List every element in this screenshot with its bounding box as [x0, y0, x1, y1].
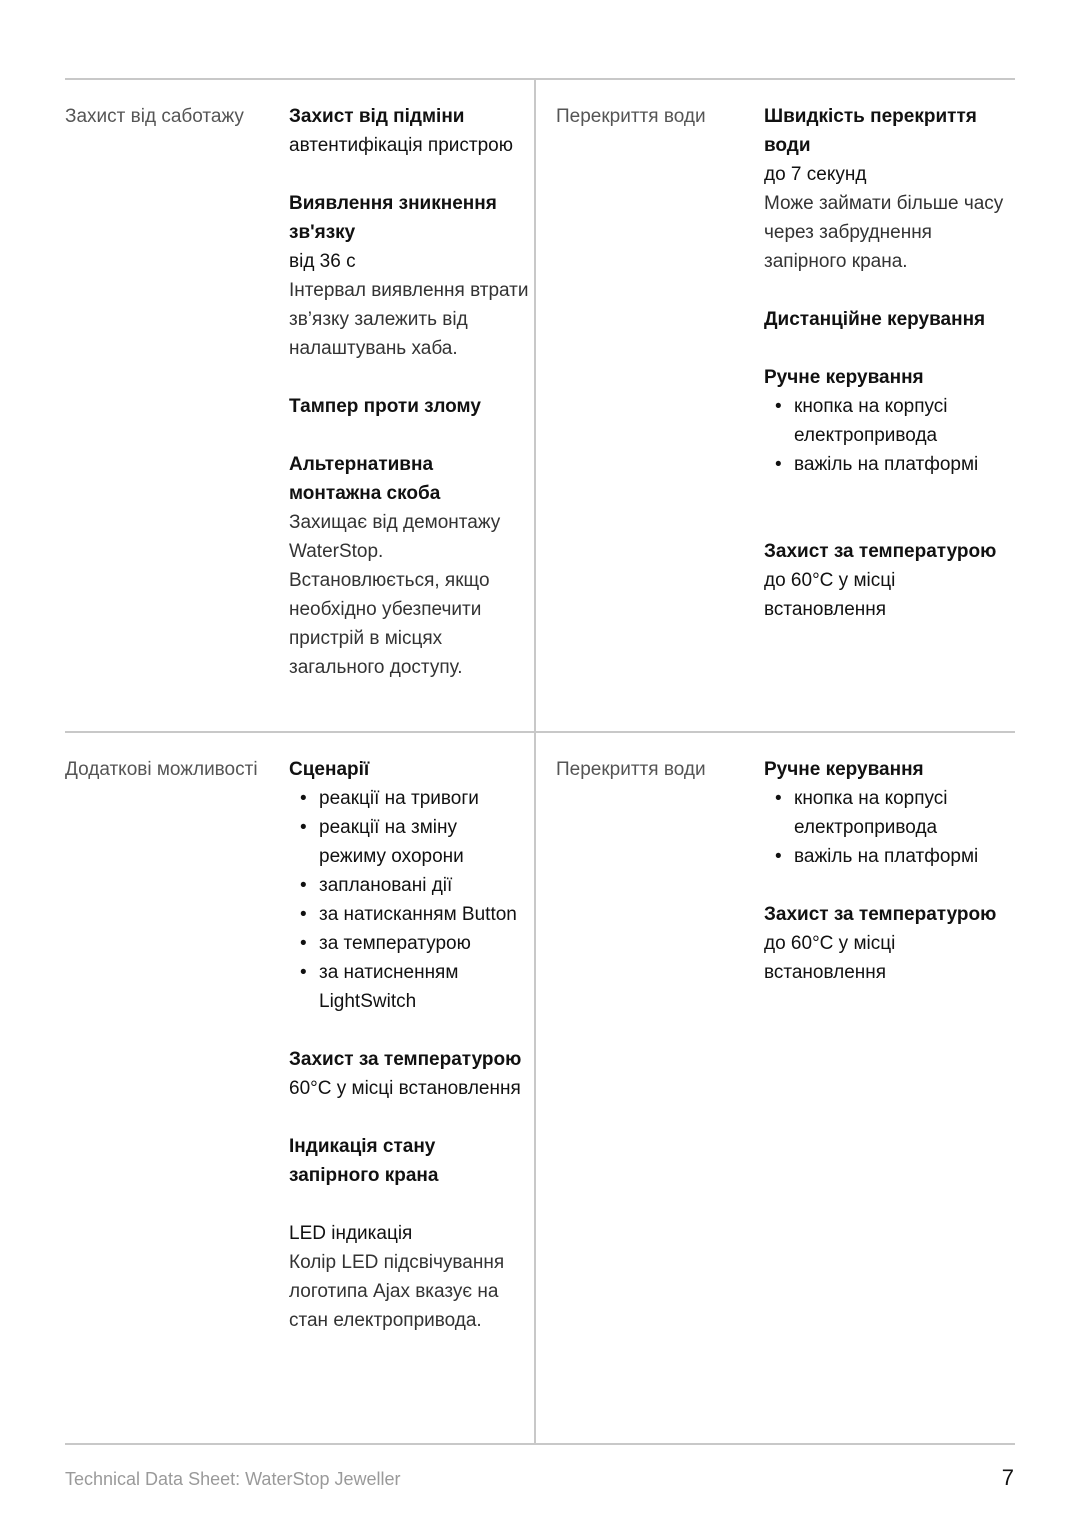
- row-specs: [289, 102, 529, 711]
- spec-title: Тампер проти злому: [289, 396, 481, 417]
- table-bottom-divider: [65, 1443, 1015, 1445]
- spec-description: Інтервал виявлення втрати зв’язку залежить від налаштувань хаба.: [289, 280, 529, 359]
- list-item: • кнопка на корпусі електропривода: [764, 392, 1015, 450]
- list-item: • реакції на зміну режиму охорони: [289, 813, 529, 871]
- spec-title: Альтернативна монтажна скоба: [289, 454, 441, 504]
- spec-shutoff-speed: [764, 102, 1015, 276]
- list-item: • кнопка на корпусі електропривода: [764, 784, 1015, 842]
- spec-title: Швидкість перекриття води: [764, 106, 977, 156]
- row-subcategory: Перекриття води: [556, 106, 706, 127]
- spec-title: Ручне керування: [764, 367, 924, 388]
- spec-connection-loss: [289, 189, 529, 363]
- spec-description: Колір LED підсвічування логотипа Ajax вказує на стан електропривода.: [289, 1252, 505, 1331]
- spec-value: 60°C у місці встановлення: [289, 1078, 521, 1099]
- row-category: Захист від саботажу: [65, 106, 244, 127]
- spec-value: LED індикація: [289, 1223, 413, 1244]
- spec-value: автентифікація пристрою: [289, 135, 513, 156]
- spec-scenarios: [289, 755, 529, 1016]
- spec-title: Захист від підміни: [289, 106, 465, 127]
- footer-doc-title: Technical Data Sheet: WaterStop Jeweller: [65, 1469, 401, 1489]
- row-category: Додаткові можливості: [65, 759, 258, 780]
- spec-value: до 60°C у місці встановлення: [764, 570, 896, 620]
- spec-value: від 36 с: [289, 251, 356, 272]
- column-divider: [534, 80, 536, 731]
- spec-manual-control: [764, 363, 1015, 479]
- list-item: • за натисканням Button: [289, 900, 529, 929]
- spec-table: [65, 78, 1015, 1445]
- bullet-list: [764, 784, 1015, 871]
- spec-remote-control: [764, 305, 1015, 334]
- spec-title: Дистанційне керування: [764, 309, 986, 330]
- spec-spoofing: [289, 102, 529, 160]
- spec-description: Може займати більше часу через забруднення запірного крана.: [764, 193, 1004, 272]
- spec-title: Індикація стану запірного крана: [289, 1136, 439, 1186]
- spec-temperature-protection: [764, 537, 1015, 624]
- bullet-list: [764, 392, 1015, 479]
- row-specs: [764, 102, 1015, 653]
- column-divider: [534, 733, 536, 1443]
- spec-title: Сценарії: [289, 759, 370, 780]
- spec-title: Захист за температурою: [764, 904, 997, 925]
- spec-title: Захист за температурою: [289, 1049, 522, 1070]
- spec-mounting-bracket: [289, 450, 529, 682]
- row-specs: [289, 755, 529, 1364]
- spec-manual-control: [764, 755, 1015, 871]
- bullet-list: [289, 784, 529, 1016]
- spec-value: до 60°C у місці встановлення: [764, 933, 896, 983]
- spec-value: до 7 секунд: [764, 164, 867, 185]
- row-specs: [764, 755, 1015, 1016]
- spec-title: Виявлення зникнення зв'язку: [289, 193, 497, 243]
- table-row-additional-features: [65, 733, 1015, 1443]
- spec-temperature-protection: [764, 900, 1015, 987]
- spec-title: Ручне керування: [764, 759, 924, 780]
- table-row-tamper-protection: [65, 80, 1015, 731]
- page-number: 7: [1001, 1465, 1014, 1490]
- row-subcategory: Перекриття води: [556, 759, 706, 780]
- list-item: • за температурою: [289, 929, 529, 958]
- list-item: • важіль на платформі: [764, 450, 1015, 479]
- spec-description: Захищає від демонтажу WaterStop. Встановлюється, якщо необхідно убезпечити пристрій в місцях загального доступу.: [289, 512, 501, 678]
- list-item: • за натисненням LightSwitch: [289, 958, 529, 1016]
- spec-temperature-protection: [289, 1045, 529, 1103]
- spec-valve-indication: [289, 1132, 529, 1190]
- spec-tamper: [289, 392, 529, 421]
- list-item: • важіль на платформі: [764, 842, 1015, 871]
- list-item: • реакції на тривоги: [289, 784, 529, 813]
- spec-led-indication: [289, 1219, 529, 1335]
- list-item: • заплановані дії: [289, 871, 529, 900]
- spec-title: Захист за температурою: [764, 541, 997, 562]
